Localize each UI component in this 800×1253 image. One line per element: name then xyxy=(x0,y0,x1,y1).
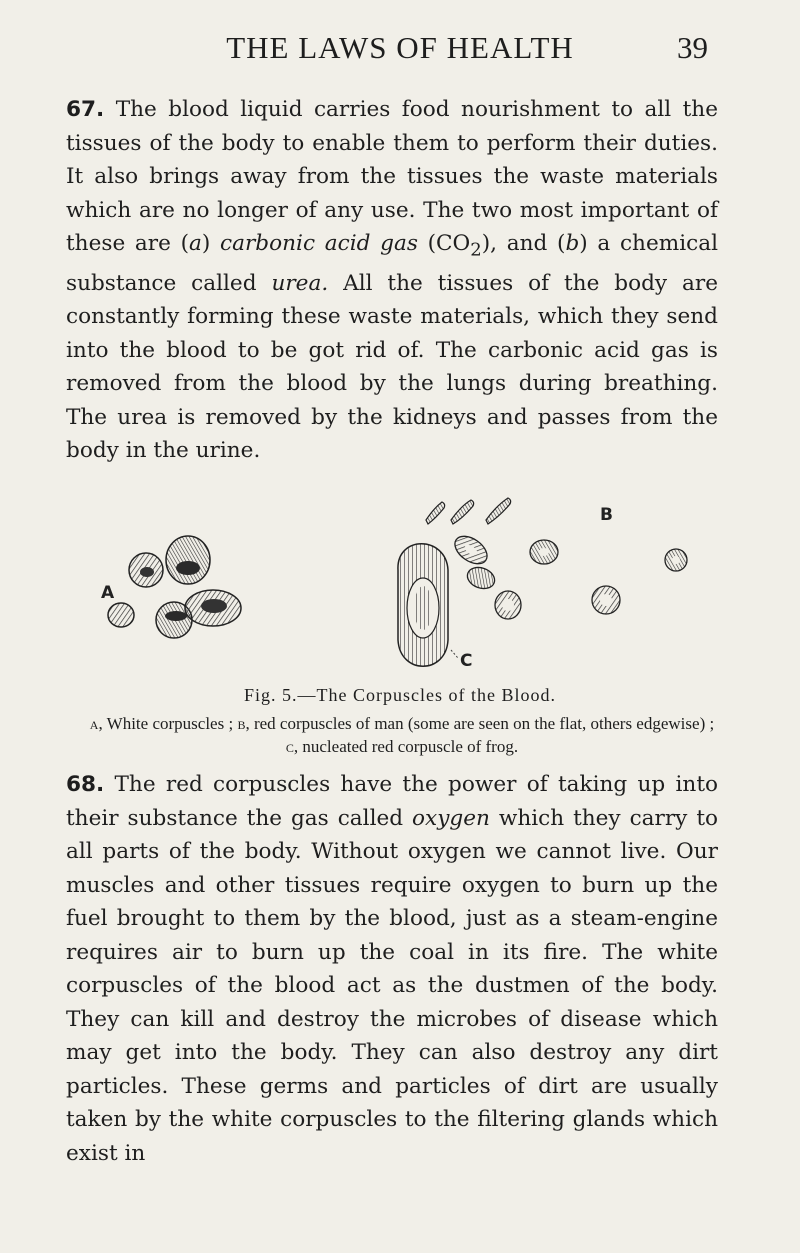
paragraph-text: (CO xyxy=(417,231,471,256)
frog-corpuscle xyxy=(398,544,448,667)
running-title: THE LAWS OF HEALTH xyxy=(226,30,574,65)
italic-term: carbonic acid gas xyxy=(220,231,418,256)
label-b: B xyxy=(600,505,613,525)
page-header xyxy=(0,30,800,70)
caption-text: nucleated red corpuscle of frog. xyxy=(298,737,519,756)
caption-text: White corpuscles ; xyxy=(102,714,238,733)
list-marker: b xyxy=(565,231,580,256)
paragraph-text: which they carry to all parts of the body. Without oxygen we cannot live. Our muscles and other tissues require oxygen to burn up the fuel brought to them by the blood, just as a steam-engine requires air to burn up the coal in its fire. The white corpuscles of the blood act as the dustmen of the body. They can kill and destroy the microbes of disease which may get into the body. They can also destroy any dirt particles. These germs and particles of dirt are usually taken by the white corpuscles to the filtering glands which exist in xyxy=(66,805,718,1166)
paragraph-text: The red corpuscles have the power of taking up into their substance the gas called xyxy=(66,772,718,831)
label-c: C xyxy=(460,651,473,671)
caption-key-c: c, xyxy=(285,737,299,756)
label-a: A xyxy=(101,583,115,603)
figure-caption-title: Fig. 5.—The Corpuscles of the Blood. xyxy=(244,685,556,705)
white-corpuscles xyxy=(108,536,241,638)
figure-caption xyxy=(82,712,722,758)
caption-key-a: a, xyxy=(89,714,103,733)
paragraph-text: ) a chemical substance called xyxy=(66,231,718,296)
paragraph-text: All the tissues of the body are constantly forming these waste materials, which they send into the blood to be got rid of. The carbonic acid gas is removed from the blood by the lungs during breathing. The urea is removed by the kidneys and passes from the body in the urine. xyxy=(66,270,719,464)
subscript: 2 xyxy=(470,239,482,261)
pointer-line xyxy=(451,650,458,658)
red-corpuscles xyxy=(426,498,687,619)
corpuscles-illustration xyxy=(96,490,696,680)
paragraph-text: ), and ( xyxy=(481,231,566,256)
paragraph-text: ) xyxy=(201,231,221,256)
corpuscles-figure xyxy=(96,490,696,680)
italic-term: urea. xyxy=(271,270,329,296)
paragraph-number: 67. xyxy=(66,97,105,122)
list-marker: a xyxy=(189,231,202,256)
page-number: 39 xyxy=(677,30,708,65)
paragraph-68 xyxy=(66,768,718,1170)
caption-text: red corpuscles of man (some are seen on the flat, others edgewise) ; xyxy=(249,714,715,733)
paragraph-text: The blood liquid carries food nourishment to all the tissues of the body to enable them to perform their duties. It also brings away from the tissues the waste materials which are no longer of any use. The two most important of these are ( xyxy=(66,97,718,256)
italic-term: oxygen xyxy=(412,805,490,831)
paragraph-number: 68. xyxy=(66,772,105,797)
caption-key-b: b, xyxy=(237,714,250,733)
paragraph-67 xyxy=(66,93,718,468)
